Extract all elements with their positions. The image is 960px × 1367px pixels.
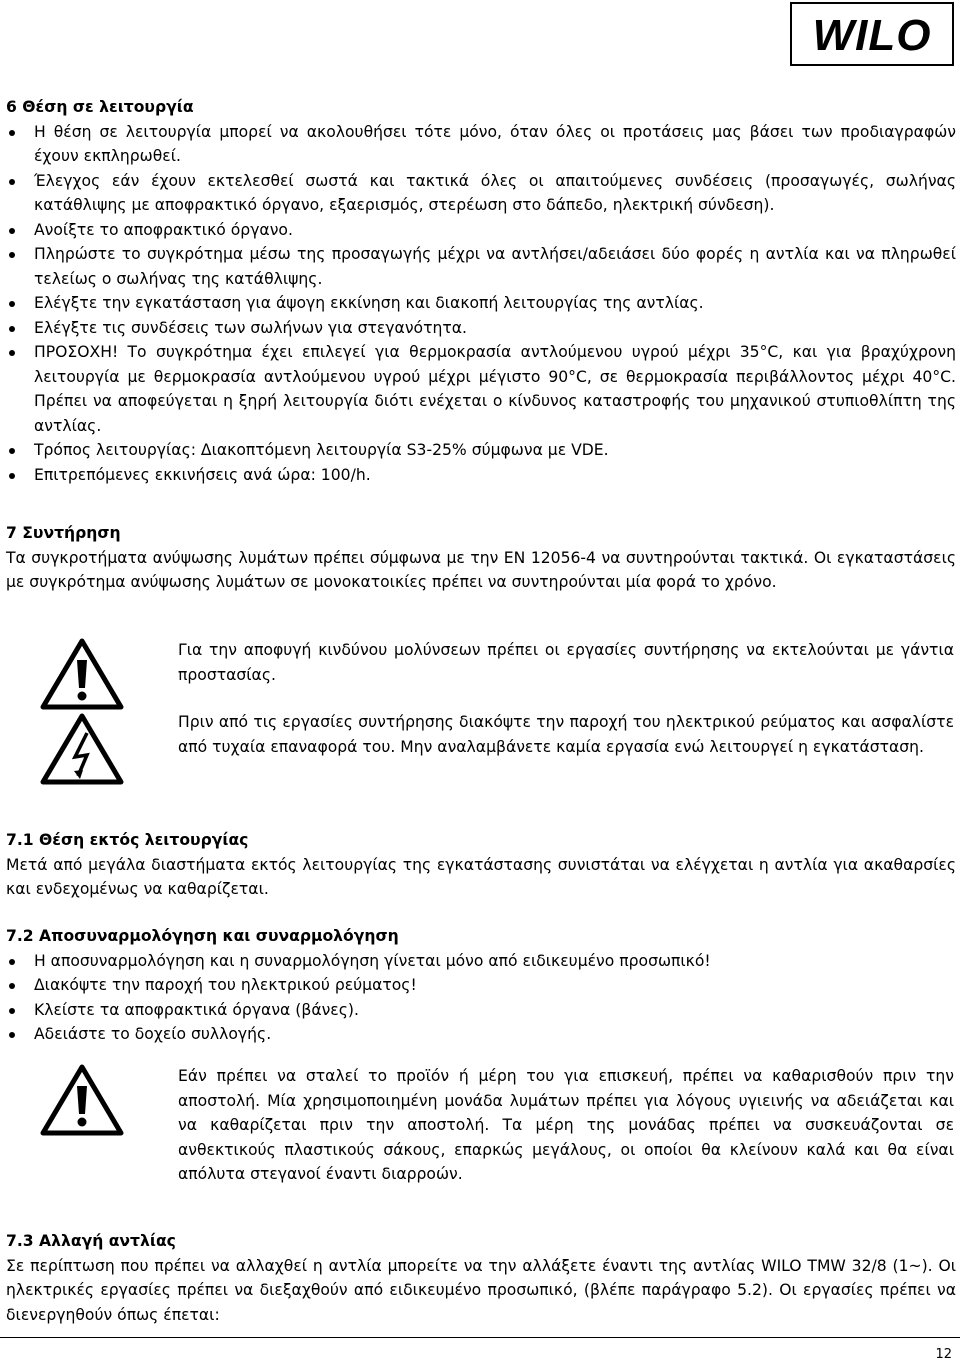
electric-warning-icon: [40, 713, 124, 793]
warning-electric-text: Πριν από τις εργασίες συντήρησης διακόψτε την παροχή του ηλεκτρικού ρεύματος και ασφαλίστε από τυχαία επαναφορά του. Μην αναλαμβάνετε καμία εργασία ενώ λειτουργεί η εγκατάσταση.: [178, 713, 954, 756]
section-6-title: 6 Θέση σε λειτουργία: [6, 98, 194, 116]
warning-repair-text: Εάν πρέπει να σταλεί το προϊόν ή μέρη του για επισκευή, πρέπει να καθαρισθούν πριν την αποστολή. Μία χρησιμοποιημένη μονάδα λυμάτων πρέπει για λόγους υγιεινής να αδειάζεται και να καθαρίζεται πριν την αποστολή. Τα μέρη της μονάδας πρέπει να συσκευάζονται σε ανθεκτικούς πλαστικούς σάκους, επαρκώς μεγάλους, οι οποίοι θα κλείνουν καλά και θα είναι απόλυτα στεγανοί έναντι διαρροών.: [178, 1067, 954, 1183]
list-item: Τρόπος λειτουργίας: Διακοπτόμενη λειτουργία S3-25% σύμφωνα με VDE.: [6, 438, 956, 463]
warning-icon: [40, 1064, 124, 1144]
section-7-3: [6, 1229, 956, 1327]
section-7-body: Τα συγκροτήματα ανύψωσης λυμάτων πρέπει σύμφωνα με την EN 12056-4 να συντηρούνται τακτικά. Οι εγκαταστάσεις με συγκρότημα ανύψωσης λυμάτων σε μονοκατοικίες πρέπει να συντηρούνται μία φορά το χρόνο.: [6, 548, 956, 591]
section-7-title: 7 Συντήρηση: [6, 524, 121, 542]
list-item: Ελέγξτε τις συνδέσεις των σωλήνων για στεγανότητα.: [6, 316, 956, 341]
section-7-3-title: 7.3 Αλλαγή αντλίας: [6, 1232, 176, 1250]
list-item: Κλείστε τα αποφρακτικά όργανα (βάνες).: [6, 998, 956, 1023]
wilo-logo-text: WILO: [812, 11, 932, 60]
section-7-1-body: Μετά από μεγάλα διαστήματα εκτός λειτουργίας της εγκατάστασης συνιστάται να ελέγχεται η αντλία για ακαθαρσίες και ενδεχομένως να καθαρίζεται.: [6, 855, 956, 898]
section-7-2-list: [6, 949, 956, 1047]
section-6: [6, 95, 956, 487]
list-item: Η θέση σε λειτουργία μπορεί να ακολουθήσει τότε μόνο, όταν όλες οι προτάσεις μας βάσει των προδιαγραφών έχουν εκπληρωθεί.: [6, 120, 956, 169]
section-7: [6, 521, 956, 595]
list-item: Διακόψτε την παροχή του ηλεκτρικού ρεύματος!: [6, 973, 956, 998]
page-number: 12: [935, 1347, 952, 1362]
list-item: ΠΡΟΣΟΧΗ! Το συγκρότημα έχει επιλεγεί για θερμοκρασία αντλούμενου υγρού μέχρι 35°C, και για βραχύχρονη λειτουργία με θερμοκρασία αντλούμενου υγρού μέχρι μέγιστο 90°C, σε θερμοκρασία περιβάλλοντος μέχρι 40°C. Πρέπει να αποφεύγεται η ξηρή λειτουργία διότι ενέχεται ο κίνδυνος καταστροφής του μηχανικού στυπιοθλίπτη της αντλίας.: [6, 340, 956, 438]
section-7-3-body: Σε περίπτωση που πρέπει να αλλαχθεί η αντλία μπορείτε να την αλλάξετε έναντι της αντλίας WILO TMW 32/8 (1~). Οι ηλεκτρικές εργασίες πρέπει να διεξαχθούν από ειδικευμένο προσωπικό, (βλέπε παράγραφο 5.2). Οι εργασίες πρέπει να διενεργηθούν όπως έπεται:: [6, 1256, 956, 1324]
section-7-1-title: 7.1 Θέση εκτός λειτουργίας: [6, 831, 249, 849]
list-item: Επιτρεπόμενες εκκινήσεις ανά ώρα: 100/h.: [6, 463, 956, 488]
list-item: Ανοίξτε το αποφρακτικό όργανο.: [6, 218, 956, 243]
list-item: Η αποσυναρμολόγηση και η συναρμολόγηση γίνεται μόνο από ειδικευμένο προσωπικό!: [6, 949, 956, 974]
section-7-2-title: 7.2 Αποσυναρμολόγηση και συναρμολόγηση: [6, 927, 399, 945]
list-item: Έλεγχος εάν έχουν εκτελεσθεί σωστά και τακτικά όλες οι απαιτούμενες συνδέσεις (προσαγωγές, σωλήνας κατάθλιψης με αποφρακτικό όργανο, εξαερισμός, στερέωση στο δάπεδο, ηλεκτρική σύνδεση).: [6, 169, 956, 218]
list-item: Αδειάστε το δοχείο συλλογής.: [6, 1022, 956, 1047]
footer-divider: [0, 1337, 960, 1338]
list-item: Ελέγξτε την εγκατάσταση για άψογη εκκίνηση και διακοπή λειτουργίας της αντλίας.: [6, 291, 956, 316]
section-7-2: [6, 924, 956, 1047]
wilo-logo-mark: [792, 4, 952, 64]
section-7-1: [6, 828, 956, 902]
warning-general-text: Για την αποφυγή κινδύνου μολύνσεων πρέπει οι εργασίες συντήρησης να εκτελούνται με γάντια προστασίας.: [178, 641, 954, 684]
wilo-logo: [790, 2, 954, 66]
list-item: Πληρώστε το συγκρότημα μέσω της προσαγωγής μέχρι να αντλήσει/αδειάσει δύο φορές η αντλία και να πληρωθεί τελείως ο σωλήνας της κατάθλιψης.: [6, 242, 956, 291]
section-6-list: [6, 120, 956, 488]
warning-icon: [40, 638, 124, 718]
